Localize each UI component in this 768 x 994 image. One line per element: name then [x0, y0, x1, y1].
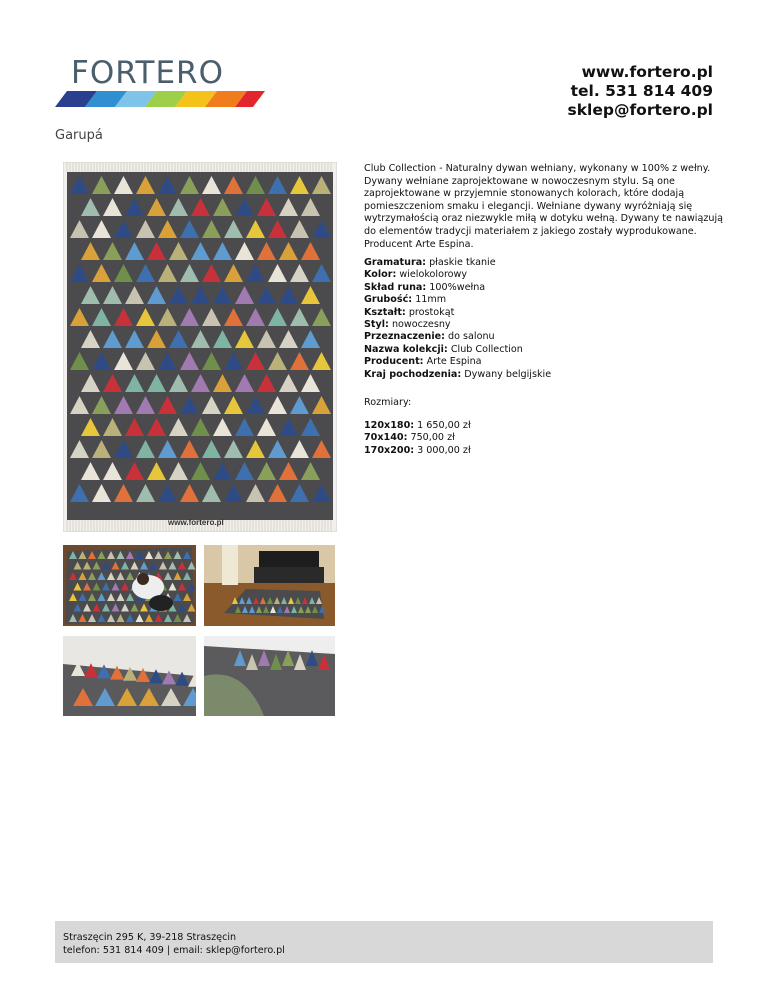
spec-row: Skład runa: 100%wełna — [364, 281, 486, 293]
size-row: 170x200: 3 000,00 zł — [364, 444, 471, 456]
logo-text: FORTERO — [71, 55, 224, 91]
thumbnail-image — [204, 636, 335, 716]
page-footer — [55, 921, 713, 963]
image-watermark: www.fortero.pl — [168, 518, 224, 527]
footer-address: Straszęcin 295 K, 39-218 Straszęcin — [63, 932, 237, 943]
spec-row: Producent: Arte Espina — [364, 356, 482, 368]
rug-pattern — [63, 162, 337, 532]
spec-row: Przeznaczenie: do salonu — [364, 331, 495, 343]
header-contact — [567, 63, 713, 120]
thumbnail-image — [63, 636, 196, 716]
product-thumbnail-2[interactable] — [204, 545, 335, 626]
size-row: 70x140: 750,00 zł — [364, 432, 455, 444]
size-row: 120x180: 1 650,00 zł — [364, 420, 471, 431]
footer-contact: telefon: 531 814 409 | email: sklep@fortero.pl — [63, 945, 285, 956]
spec-row: Gramatura: płaskie tkanie — [364, 257, 496, 268]
website-link[interactable]: www.fortero.pl — [581, 63, 713, 81]
spec-row: Nazwa kolekcji: Club Collection — [364, 343, 523, 355]
spec-row: Styl: nowoczesny — [364, 319, 451, 331]
product-thumbnail-4[interactable] — [204, 636, 335, 716]
email-link[interactable]: sklep@fortero.pl — [567, 101, 713, 119]
thumbnail-image — [204, 545, 335, 626]
logo-stripe-graphic — [55, 91, 265, 107]
product-thumbnail-1[interactable] — [63, 545, 196, 626]
fortero-logo[interactable] — [55, 55, 265, 107]
product-title: Garupá — [55, 128, 103, 143]
spec-row: Kraj pochodzenia: Dywany belgijskie — [364, 368, 552, 380]
product-description: Club Collection - Naturalny dywan wełniany, wykonany w 100% z wełny. Dywany wełniane zaprojektowane w nowoczesnym stylu. Są one zaprojektowane w przyjemnie stonowanych kolorach, które dodają pomieszczeniom smaku i elegancji. Wełniane dywany wyróżniają się wytrzymałością oraz niezwykle miłą w dotyku wełną. Dywany te nawiązują do elementów tradycji materiałem z jakiego zostały wyprodukowane. Producent Arte Espina. — [364, 163, 723, 250]
sizes-list — [364, 420, 471, 457]
phone-number[interactable]: tel. 531 814 409 — [570, 82, 713, 100]
spec-row: Kształt: prostokąt — [364, 306, 455, 318]
thumbnail-image — [63, 545, 196, 626]
product-main-image[interactable] — [63, 162, 337, 532]
product-specs — [364, 257, 551, 381]
spec-row: Kolor: wielokolorowy — [364, 269, 468, 281]
sizes-heading: Rozmiary: — [364, 397, 412, 408]
product-thumbnail-3[interactable] — [63, 636, 196, 716]
spec-row: Grubość: 11mm — [364, 294, 447, 306]
